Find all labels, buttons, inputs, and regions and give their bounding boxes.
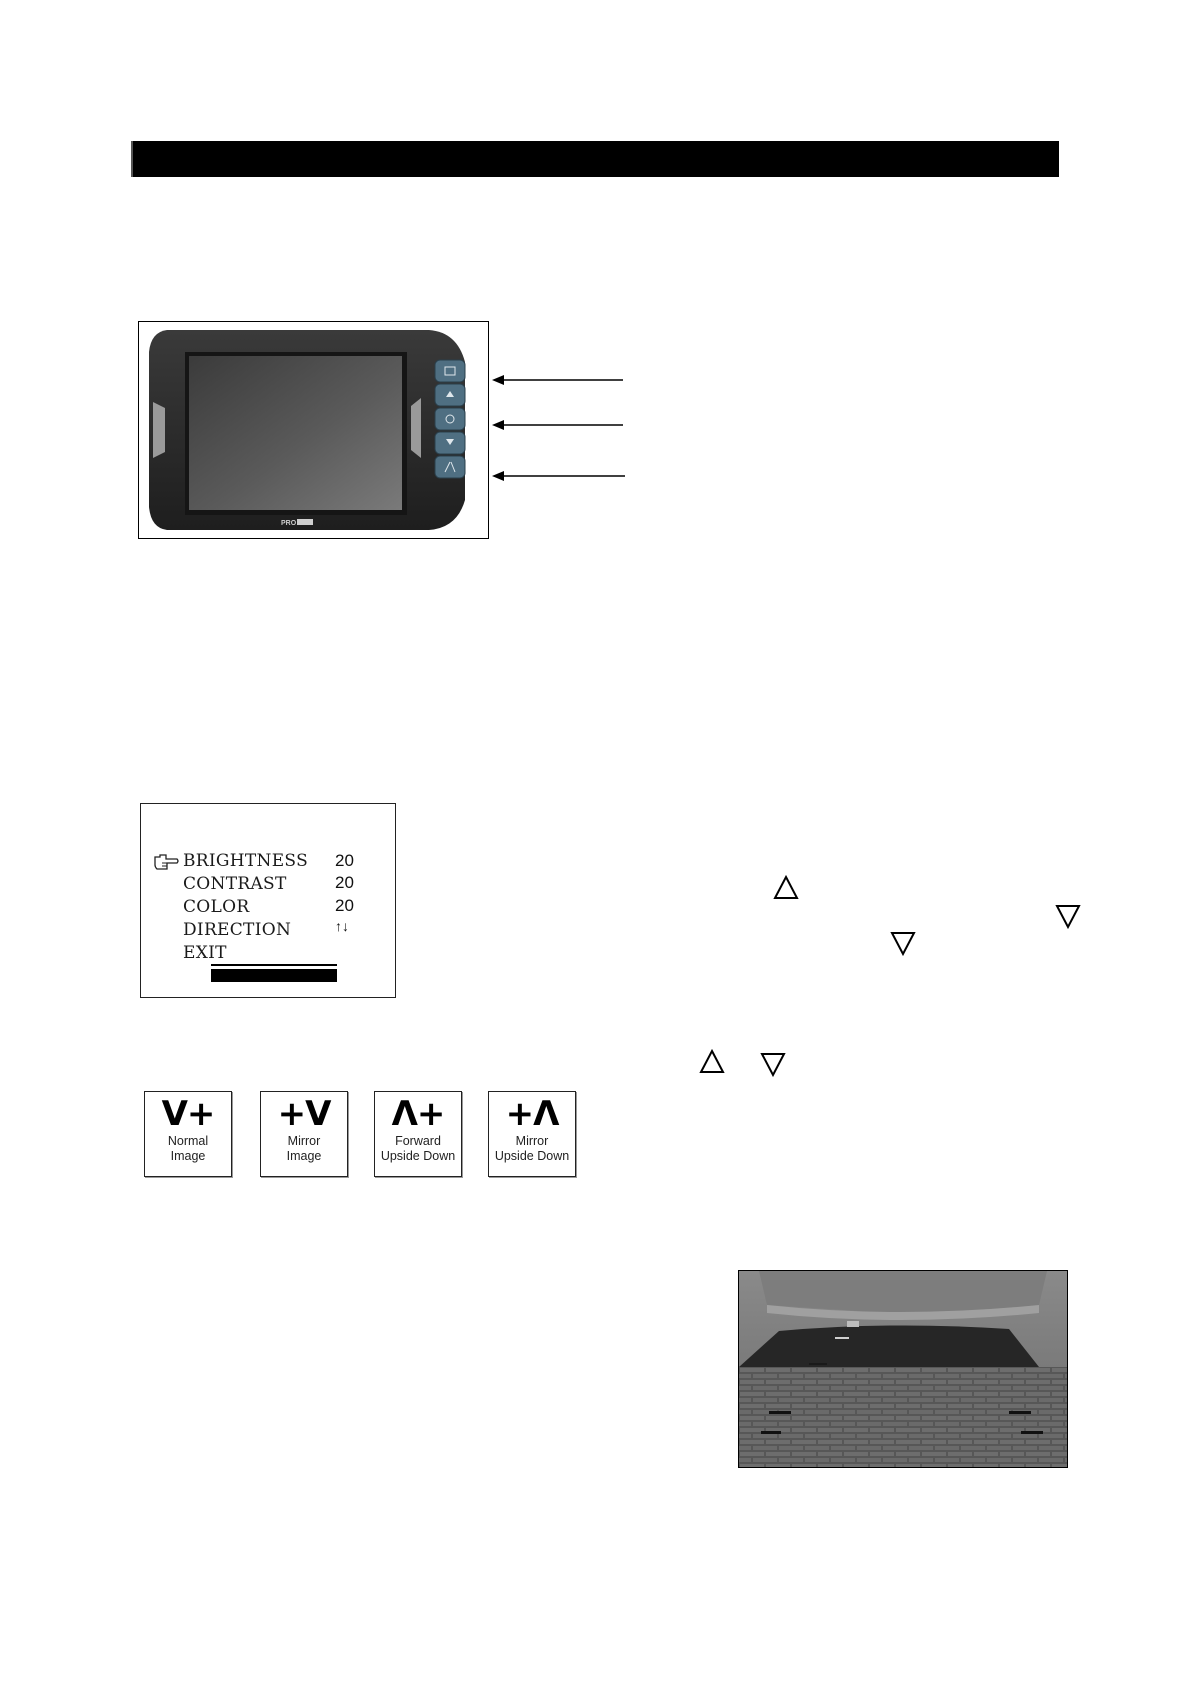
direction-label-line2: Upside Down — [494, 1149, 570, 1163]
direction-mode-forward-upside-down — [374, 1091, 462, 1177]
down-triangle-icon — [1054, 902, 1082, 930]
osd-value-brightness: 20 — [335, 851, 354, 870]
monitor-image — [138, 321, 489, 539]
direction-mode-mirror-upside-down — [488, 1091, 576, 1177]
up-triangle-icon — [698, 1048, 726, 1076]
direction-label-line2: Upside Down — [380, 1149, 456, 1163]
osd-level-bar — [211, 969, 337, 982]
pointer-arrows — [490, 368, 630, 488]
monitor-buttons — [435, 360, 465, 478]
hand-pointer-icon — [153, 853, 179, 871]
direction-label-line2: Image — [286, 1149, 322, 1163]
osd-item-exit[interactable]: EXIT — [183, 943, 227, 963]
camera-illustration — [739, 1271, 1067, 1467]
monitor-illustration — [139, 322, 487, 537]
osd-value-contrast: 20 — [335, 873, 354, 892]
direction-label-line1: Mirror — [515, 1134, 549, 1148]
osd-item-color[interactable]: COLOR — [183, 897, 250, 917]
osd-item-brightness[interactable]: BRIGHTNESS — [183, 851, 309, 871]
direction-label-line2: Image — [170, 1149, 206, 1163]
down-triangle-icon — [889, 929, 917, 957]
osd-value-color: 20 — [335, 896, 354, 915]
section-header-bar — [131, 141, 1059, 177]
osd-menu — [140, 803, 396, 998]
direction-label-line1: Mirror — [287, 1134, 321, 1148]
down-triangle-icon — [759, 1050, 787, 1078]
osd-divider — [211, 964, 337, 966]
osd-value-direction: ↑↓ — [335, 918, 349, 934]
osd-item-contrast[interactable]: CONTRAST — [183, 874, 287, 894]
direction-mode-mirror — [260, 1091, 348, 1177]
direction-label-line1: Normal — [167, 1134, 209, 1148]
direction-glyph: V+ — [161, 1094, 215, 1134]
direction-glyph: +V — [277, 1094, 331, 1134]
direction-glyph: +Λ — [505, 1094, 559, 1134]
direction-mode-normal — [144, 1091, 232, 1177]
rear-camera-view-photo — [738, 1270, 1068, 1468]
monitor-brand-text: PRO — [281, 520, 297, 527]
direction-label-line1: Forward — [395, 1134, 441, 1148]
direction-glyph: Λ+ — [391, 1094, 445, 1134]
osd-item-direction[interactable]: DIRECTION — [183, 920, 292, 940]
up-triangle-icon — [772, 874, 800, 902]
